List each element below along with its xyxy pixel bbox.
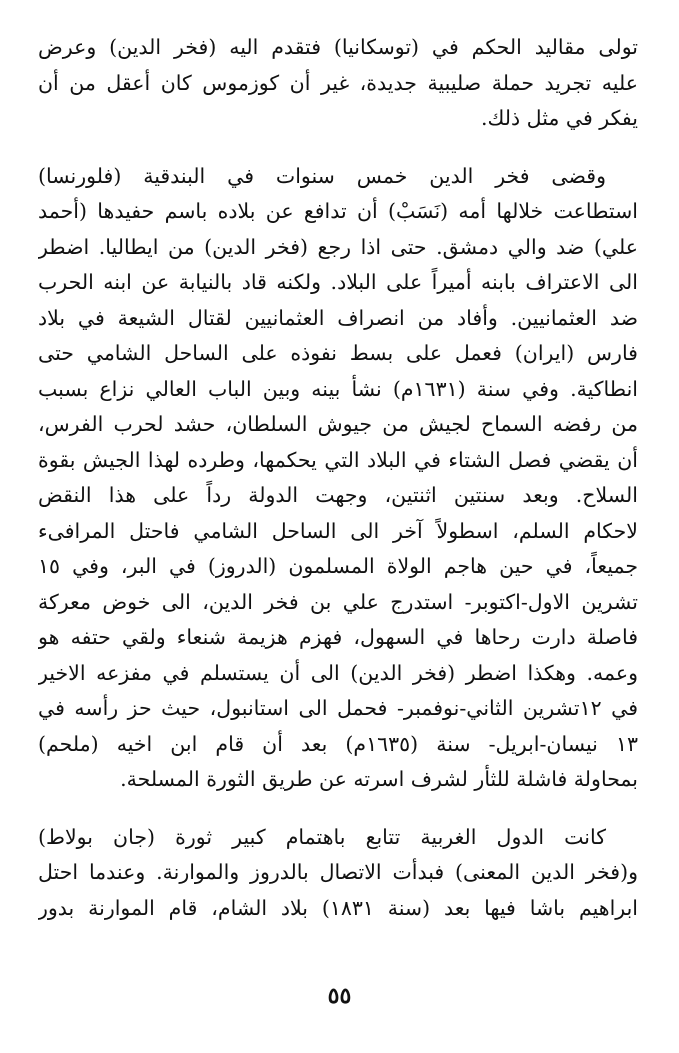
- paragraph-spacer: [38, 137, 638, 159]
- text-line: وقضى فخر الدين خمس سنوات في البندقية (فلورنسا): [38, 163, 606, 188]
- text-line: السلاح. وبعد سنتين اثنتين، وجهت الدولة رداً على هذا النقض: [38, 483, 638, 507]
- page-number: ٥٥: [327, 983, 352, 1009]
- paragraph-spacer: [38, 798, 638, 820]
- text-line: من رفضه السماح لجيش من جيوش السلطان، حشد لحرب الفرس،: [38, 412, 638, 436]
- text-line: فارس (ايران) فعمل على بسط نفوذه على الساحل الشامي حتى: [38, 341, 638, 365]
- book-page: [38, 30, 638, 1030]
- text-line: ضد العثمانيين. وأفاد من انصراف العثمانيين لقتال الشيعة في بلاد: [38, 305, 638, 330]
- text-line: عليه تجريد حملة صليبية جديدة، غير أن كوزموس كان أعقل من أن: [38, 70, 638, 95]
- text-line: الى الاعتراف بابنه أميراً على البلاد. ولكنه قاد بالنيابة عن ابنه الحرب: [38, 270, 638, 294]
- text-line: استطاعت خلالها أمه (نَسَبْ) أن تدافع عن بلاده باسم حفيدها (أحمد: [38, 199, 638, 223]
- paragraph-2: [38, 159, 638, 798]
- text-line: ١٣ نيسان-ابريل- سنة (١٦٣٥م) بعد أن قام ابن اخيه (ملحم): [38, 731, 638, 756]
- paragraph-3: [38, 820, 638, 927]
- text-line: في ١٢تشرين الثاني-نوفمبر- فحمل الى استانبول، حيث حز رأسه في: [38, 696, 638, 720]
- text-line: انطاكية. وفي سنة (١٦٣١م) نشأ بينه وبين الباب العالي نزاع بسبب: [38, 376, 638, 401]
- paragraph-1: [38, 30, 638, 137]
- text-line: أن يقضي فصل الشتاء في البلاد التي يحكمها، وطرده لهذا الجيش بقوة: [38, 447, 638, 472]
- text-line: فاصلة دارت رحاها في السهول، فهزم هزيمة شنعاء ولقي حتفه هو: [38, 625, 638, 649]
- text-line: كانت الدول الغربية تتابع باهتمام كبير ثورة (جان بولاط): [38, 824, 606, 849]
- text-line: تشرين الاول-اكتوبر- استدرج علي بن فخر الدين، الى خوض معركة: [38, 589, 638, 614]
- text-line: و(فخر الدين المعنى) فبدأت الاتصال بالدروز والموارنة. وعندما احتل: [38, 860, 638, 884]
- text-line: بمحاولة فاشلة للثأر لشرف اسرته عن طريق الثورة المسلحة.: [120, 767, 638, 791]
- text-line: علي) ضد والي دمشق. حتى اذا رجع (فخر الدين) من ايطاليا. اضطر: [38, 234, 638, 259]
- text-line: وعمه. وهكذا اضطر (فخر الدين) الى أن يستسلم في مفزعه الاخير: [38, 660, 638, 685]
- text-line: تولى مقاليد الحكم في (توسكانيا) فتقدم اليه (فخر الدين) وعرض: [38, 35, 638, 59]
- text-line: يفكر في مثل ذلك.: [480, 106, 638, 130]
- text-line: جميعاً، في حين هاجم الولاة المسلمون (الدروز) في البر، وفي ١٥: [38, 554, 638, 578]
- text-line: ابراهيم باشا فيها بعد (سنة ١٨٣١) بلاد الشام، قام الموارنة بدور: [38, 895, 638, 920]
- text-line: لاحكام السلم، اسطولاً آخر الى الساحل الشامي فاحتل المرافىء: [38, 518, 638, 543]
